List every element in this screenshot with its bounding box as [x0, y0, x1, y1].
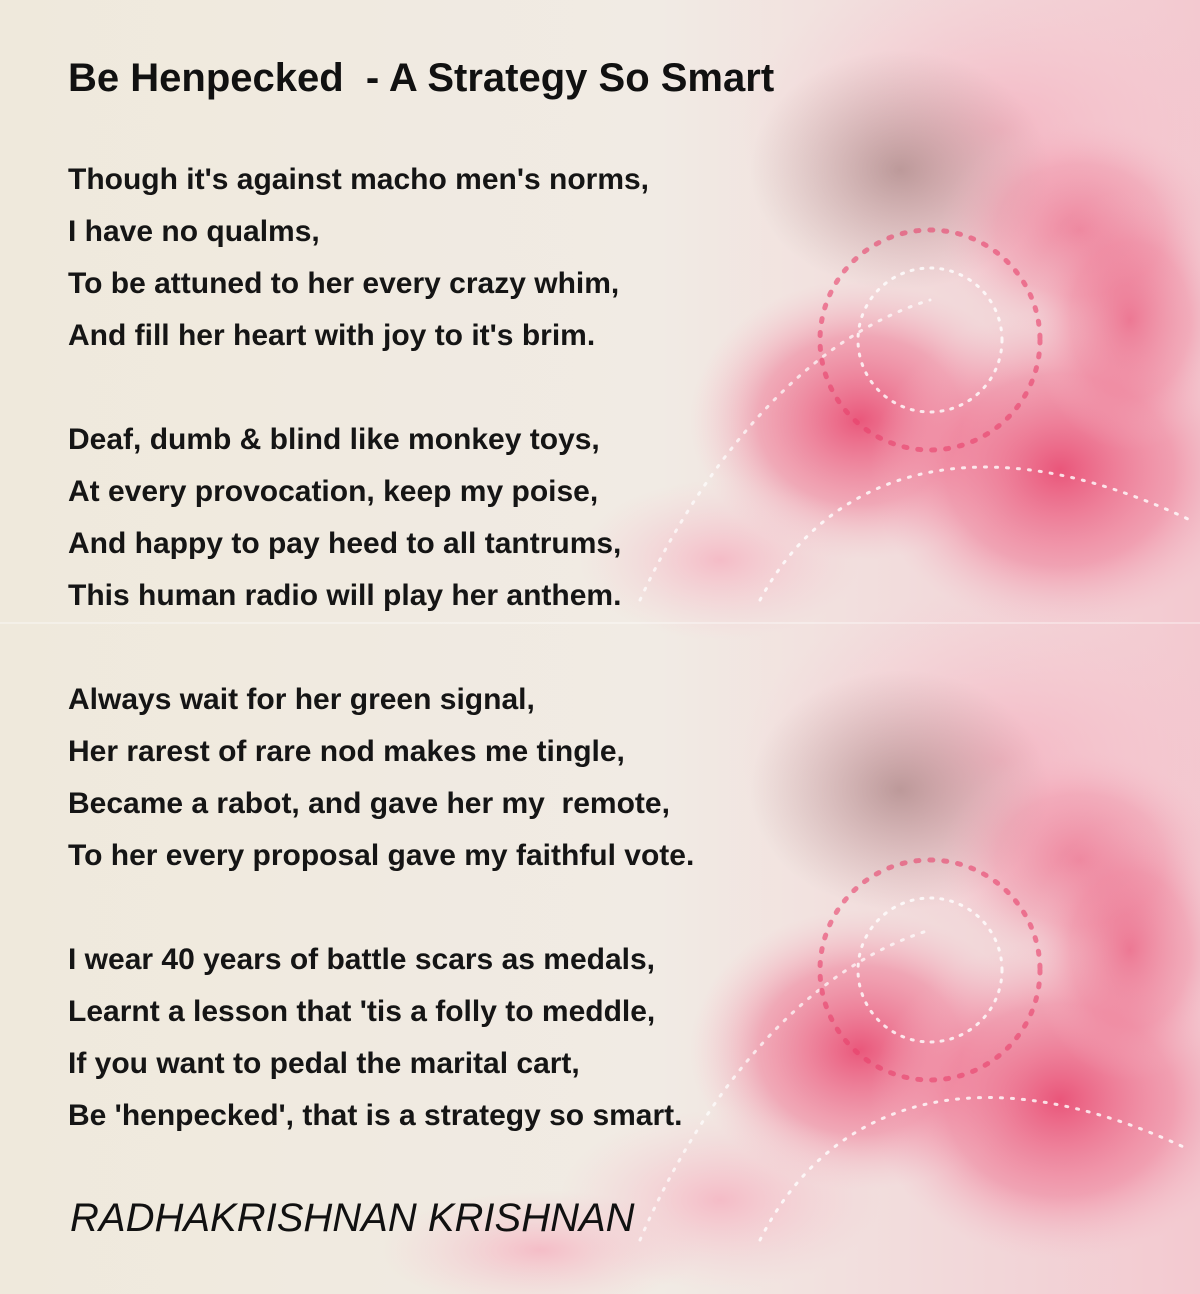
poem-line: Became a rabot, and gave her my remote, — [68, 787, 670, 820]
poem-line: Be 'henpecked', that is a strategy so smart. — [68, 1099, 683, 1132]
stanza-1 — [68, 154, 1068, 362]
stanza-4 — [68, 934, 1068, 1142]
poem-line: This human radio will play her anthem. — [68, 579, 622, 612]
poem-line: I wear 40 years of battle scars as medals, — [68, 943, 656, 976]
poem-line: Her rarest of rare nod makes me tingle, — [68, 735, 625, 768]
stanza-3 — [68, 674, 1068, 882]
poem-title: Be Henpecked - A Strategy So Smart — [68, 56, 775, 100]
poem-line: Though it's against macho men's norms, — [68, 163, 650, 196]
poem-line: I have no qualms, — [68, 215, 320, 248]
poem-line: Learnt a lesson that 'tis a folly to meddle, — [68, 995, 656, 1028]
poem-body — [68, 154, 1068, 1194]
poem-line: Deaf, dumb & blind like monkey toys, — [68, 423, 600, 456]
poem-line: If you want to pedal the marital cart, — [68, 1047, 580, 1080]
poem-line: To be attuned to her every crazy whim, — [68, 267, 620, 300]
poem-line: And happy to pay heed to all tantrums, — [68, 527, 622, 560]
poem-line: To her every proposal gave my faithful vote. — [68, 839, 695, 872]
poem-author: RADHAKRISHNAN KRISHNAN — [70, 1196, 635, 1240]
stanza-2 — [68, 414, 1068, 622]
poem-line: Always wait for her green signal, — [68, 683, 535, 716]
poem-line: And fill her heart with joy to it's brim. — [68, 319, 596, 352]
poem-line: At every provocation, keep my poise, — [68, 475, 599, 508]
